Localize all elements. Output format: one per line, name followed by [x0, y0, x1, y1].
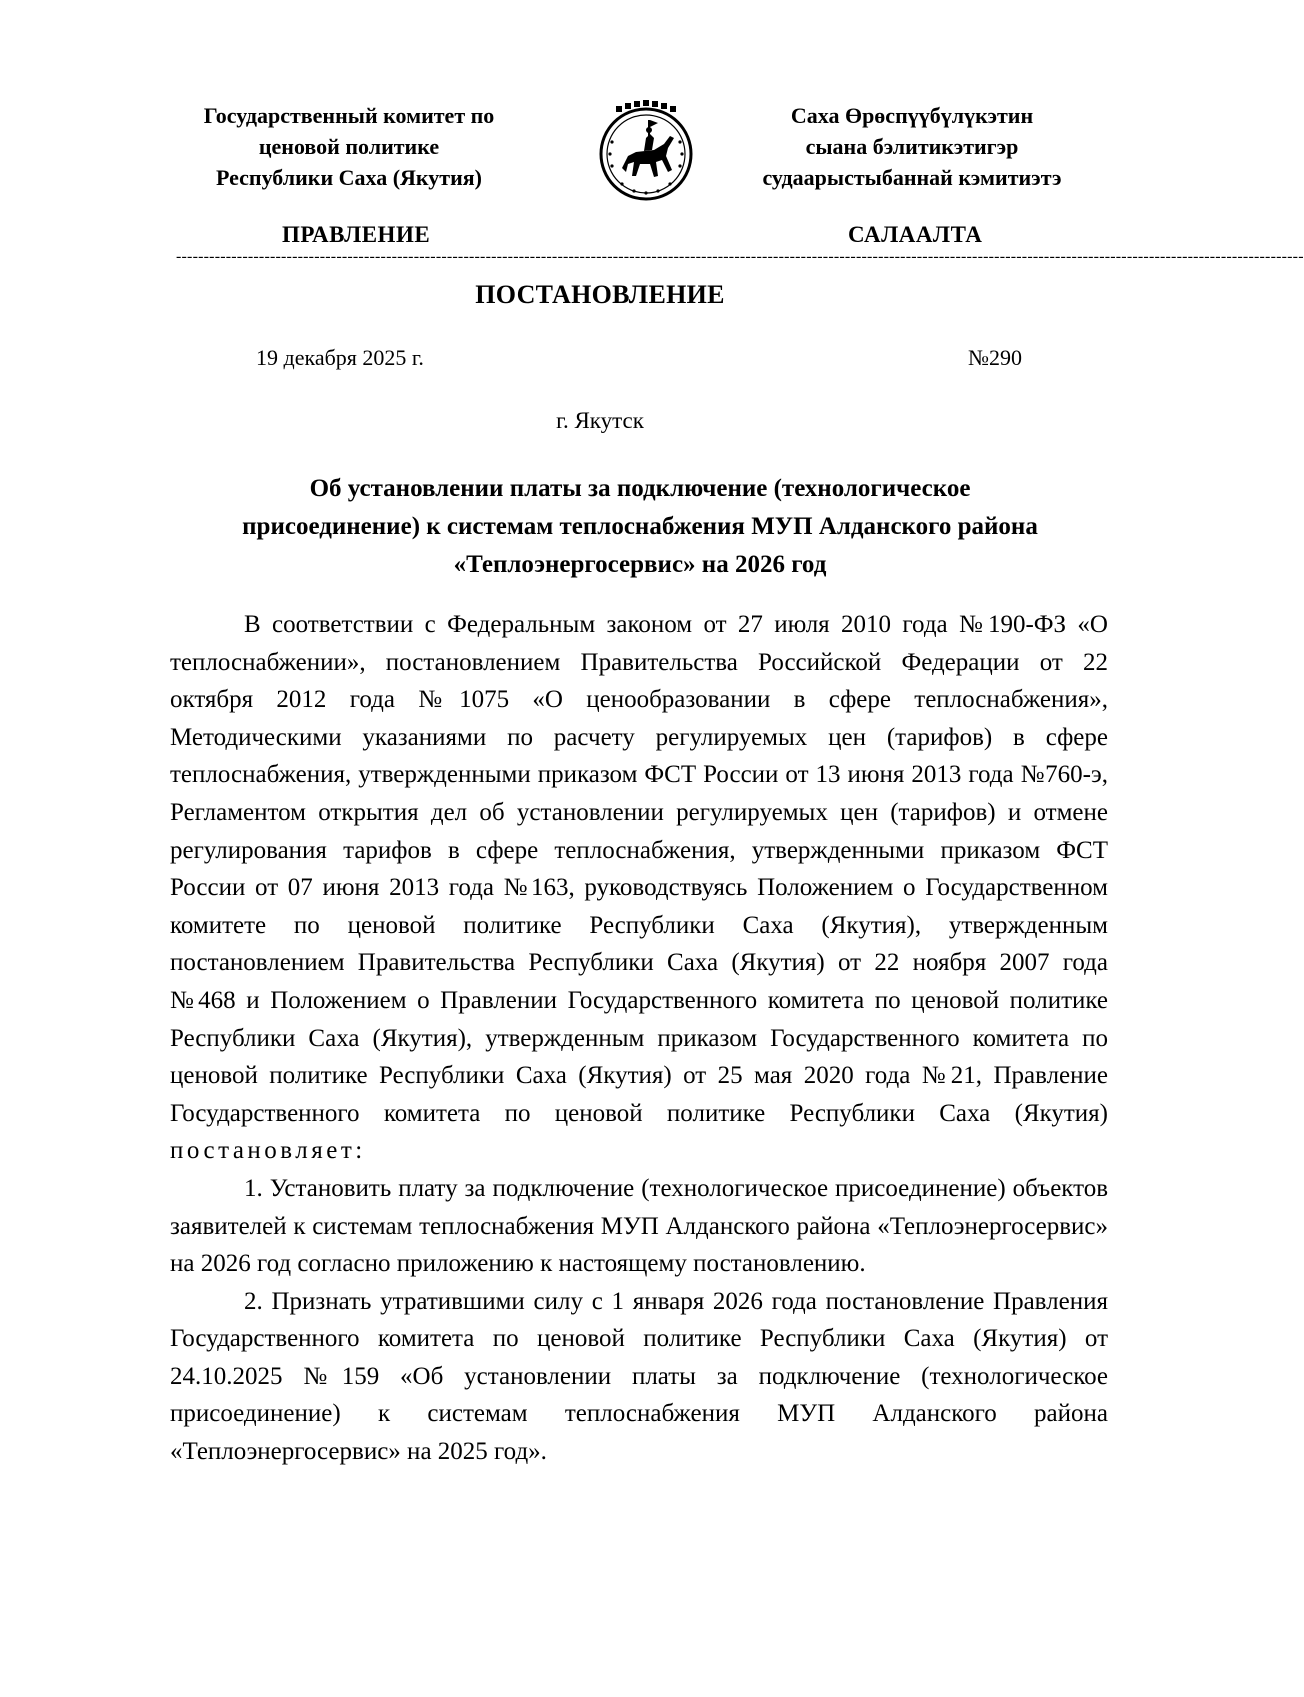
decree-word: постановляет:	[170, 1137, 366, 1165]
document-number: №290	[968, 345, 1022, 370]
dashed-separator: ------------------------------------------------------------------------------------------------------------------------------------------------------------------------------------------------------------	[176, 248, 1304, 265]
item-paragraph: 1. Установить плату за подключение (технологическое присоединение) объектов заявителей к системам теплоснабжения МУП Алданского района «Теплоэнергосервис» на 2026 год согласно приложению к настоящему постановлению.	[170, 1174, 1108, 1278]
issuer-line: Государственный комитет по	[203, 103, 495, 128]
document-city: г. Якутск	[556, 408, 644, 433]
issuer-line: Республики Саха (Якутия)	[215, 165, 483, 190]
board-label-russian: ПРАВЛЕНИЕ	[282, 222, 431, 247]
preamble-text: В соответствии с Федеральным законом от 27 июля 2010 года №190-ФЗ «О теплоснабжении», постановлением Правительства Российской Федерации от 22 октября 2012 года №1075 «О ценообразовании в сфере теплоснабжения», Методическими указаниями по расчету регулируемых цен (тарифов) в сфере теплоснабжения, утвержденными приказом ФСТ России от 13 июня 2013 года №760-э, Регламентом открытия дел об установлении регулируемых цен (тарифов) и отмене регулирования тарифов в сфере теплоснабжения, утвержденными приказом ФСТ России от 07 июня 2013 года №163, руководствуясь Положением о Государственном комитете по ценовой политике Республики Саха (Якутия), утвержденным постановлением Правительства Республики Саха (Якутия) от 22 ноября 2007 года №468 и Положением о Правлении Государственного комитета по ценовой политике Республики Саха (Якутия), утвержденным приказом Государственного комитета по ценовой политике Республики Саха (Якутия) от 25 мая 2020 года №21, Правление Государственного комитета по ценовой политике Республики Саха (Якутия)	[170, 611, 1108, 1127]
issuer-name-russian	[170, 100, 528, 193]
document-date: 19 декабря 2025 г.	[256, 345, 424, 370]
title-line: Об установлении платы за подключение (технологическое	[309, 475, 971, 502]
document-type-heading: ПОСТАНОВЛЕНИЕ	[475, 280, 725, 309]
issuer-line: Саха Өрөспүүбүлүкэтин	[790, 103, 1034, 128]
issuer-line: ценовой политике	[258, 134, 440, 159]
title-line: «Теплоэнергосервис» на 2026 год	[453, 551, 827, 578]
preamble-paragraph	[170, 606, 1108, 1170]
board-label-yakut: САЛААЛТА	[848, 222, 983, 247]
issuer-line: сыана бэлитикэтигэр	[805, 134, 1019, 159]
document-body	[170, 606, 1108, 1471]
title-line: присоединение) к системам теплоснабжения МУП Алданского района	[242, 513, 1038, 540]
coat-of-arms-icon	[592, 98, 700, 206]
document-title	[170, 470, 1110, 584]
item-paragraph: 2. Признать утратившими силу с 1 января 2026 года постановление Правления Государственного комитета по ценовой политике Республики Саха (Якутия) от 24.10.2025 №159 «Об установлении платы за подключение (технологическое присоединение) к системам теплоснабжения МУП Алданского района «Теплоэнергосервис» на 2025 год».	[170, 1287, 1108, 1466]
issuer-line: судаарыстыбаннай кэмитиэтэ	[762, 165, 1062, 190]
issuer-name-yakut	[716, 100, 1108, 193]
